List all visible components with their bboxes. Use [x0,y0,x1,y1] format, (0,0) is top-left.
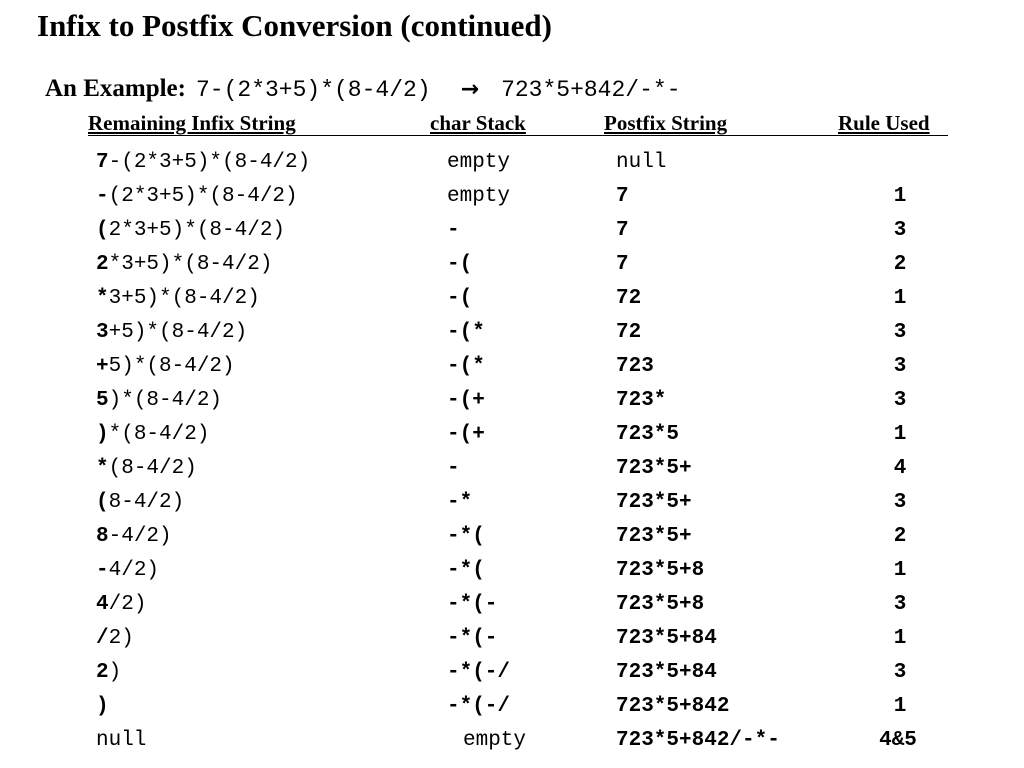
remaining-tokens: (2*3+5)*(8-4/2) [108,185,298,208]
postfix-string-cell: 7 [616,253,629,276]
table-row [0,520,1024,554]
remaining-infix-cell [96,350,235,384]
postfix-string-cell: 72 [616,287,642,310]
char-stack-cell: -*( [447,525,485,548]
remaining-tokens: 2) [108,627,134,650]
page-title [37,8,552,44]
postfix-string-cell: 723*5+ [616,457,692,480]
rule-used-cell: 1 [893,695,907,718]
current-token: 3 [96,321,109,344]
postfix-string-cell: 723*5+8 [616,593,705,616]
table-row [0,622,1024,656]
remaining-tokens: 8-4/2) [108,491,185,514]
remaining-infix-cell [96,384,222,418]
example-line [45,72,681,106]
rule-used-cell: 1 [893,627,907,650]
char-stack-cell: -(+ [447,423,485,446]
remaining-tokens: -(2*3+5)*(8-4/2) [108,151,311,174]
header-underline [88,135,948,136]
rule-used-cell: 3 [893,661,907,684]
current-token: ) [96,695,109,718]
current-token: ( [96,491,109,514]
postfix-string-cell: 72 [616,321,642,344]
remaining-tokens: )*(8-4/2) [108,389,223,412]
current-token: - [96,185,109,208]
example-postfix: 723*5+842/-*- [501,77,681,103]
table-row [0,146,1024,180]
char-stack-cell: empty [447,185,511,208]
postfix-string-cell: 723*5+ [616,525,692,548]
title-sub: (continued) [400,8,552,43]
remaining-infix-cell [96,486,184,520]
char-stack-cell: -*(- [447,593,498,616]
title-main: Infix to Postfix Conversion [37,8,393,43]
remaining-tokens: ) [108,661,122,684]
current-token: 2 [96,661,109,684]
current-token: 5 [96,389,109,412]
table-row [0,554,1024,588]
postfix-string-cell: null [616,151,667,174]
remaining-infix-cell [96,690,109,724]
remaining-infix-cell [96,588,146,622]
char-stack-cell: -(* [447,321,485,344]
char-stack-cell: -*(-/ [447,695,511,718]
postfix-string-cell: 723* [616,389,667,412]
postfix-string-cell: 723*5 [616,423,680,446]
postfix-string-cell: 7 [616,219,629,242]
current-token: 2 [96,253,109,276]
char-stack-cell: - [447,457,460,480]
table-row [0,486,1024,520]
rule-used-cell: 2 [893,525,907,548]
current-token: / [96,627,109,650]
rule-used-cell: 1 [893,423,907,446]
remaining-tokens: /2) [108,593,147,616]
remaining-tokens: +5)*(8-4/2) [108,321,248,344]
remaining-infix-cell [96,554,159,588]
remaining-tokens: *(8-4/2) [108,423,210,446]
table-row [0,418,1024,452]
remaining-infix-cell [96,452,197,486]
current-token: * [96,287,109,310]
rule-used-cell: 3 [893,321,907,344]
postfix-string-cell: 723*5+842 [616,695,730,718]
table-row [0,180,1024,214]
rule-used-cell: 3 [893,355,907,378]
table-row [0,452,1024,486]
remaining-infix-cell [96,656,121,690]
rule-used-cell: 2 [893,253,907,276]
char-stack-cell: -( [447,287,473,310]
table-row [0,384,1024,418]
rule-used-cell: 1 [893,287,907,310]
current-token: ( [96,219,109,242]
char-stack-cell: -(* [447,355,485,378]
remaining-tokens: 3+5)*(8-4/2) [108,287,260,310]
remaining-infix-cell [96,622,134,656]
header-char-stack: char Stack [430,111,526,135]
rule-used-cell: 3 [893,593,907,616]
remaining-tokens: 2*3+5)*(8-4/2) [108,219,286,242]
current-token: ) [96,423,109,446]
rule-used-cell: 3 [893,389,907,412]
postfix-string-cell: 7 [616,185,629,208]
table-row [0,724,1024,758]
rule-used-cell: 4&5 [879,729,917,752]
remaining-tokens: (8-4/2) [108,457,197,480]
rule-used-cell [860,146,940,180]
char-stack-cell: - [447,219,460,242]
current-token: * [96,457,109,480]
table-row [0,656,1024,690]
char-stack-cell: -*(- [447,627,498,650]
header-rule-used: Rule Used [838,111,930,135]
char-stack-cell: -*(-/ [447,661,511,684]
postfix-string-cell: 723*5+842/-*- [616,729,780,752]
current-token: 7 [96,151,109,174]
remaining-infix-cell [96,146,310,180]
remaining-infix-cell [96,180,298,214]
postfix-string-cell: 723 [616,355,654,378]
rule-used-cell: 4 [893,457,907,480]
postfix-string-cell: 723*5+ [616,491,692,514]
table-row [0,316,1024,350]
rule-used-cell: 1 [893,559,907,582]
char-stack-cell: -*( [447,559,485,582]
table-row [0,350,1024,384]
rule-used-cell: 3 [893,219,907,242]
table-row [0,248,1024,282]
remaining-tokens: -4/2) [108,525,172,548]
table-row [0,588,1024,622]
char-stack-cell: empty [463,729,527,752]
table-row [0,214,1024,248]
char-stack-cell: empty [447,151,511,174]
postfix-string-cell: 723*5+8 [616,559,705,582]
remaining-infix-cell [96,520,172,554]
right-arrow-icon: → [460,77,480,102]
table-row [0,690,1024,724]
remaining-tokens: *3+5)*(8-4/2) [108,253,273,276]
char-stack-cell: -* [447,491,473,514]
rule-used-cell: 1 [893,185,907,208]
remaining-tokens: 4/2) [108,559,160,582]
char-stack-cell: -( [447,253,473,276]
char-stack-cell: -(+ [447,389,485,412]
remaining-infix-cell [96,418,209,452]
current-token: 8 [96,525,109,548]
remaining-infix-cell [96,724,146,758]
current-token: 4 [96,593,109,616]
example-infix: 7-(2*3+5)*(8-4/2) [195,77,431,103]
remaining-infix-cell [96,282,260,316]
current-token: + [96,355,109,378]
remaining-infix-cell [96,248,272,282]
postfix-string-cell: 723*5+84 [616,661,717,684]
current-token: - [96,559,109,582]
remaining-infix-cell [96,316,247,350]
postfix-string-cell: 723*5+84 [616,627,717,650]
remaining-tokens: null [96,729,147,752]
table-row [0,282,1024,316]
remaining-tokens: 5)*(8-4/2) [108,355,235,378]
example-label: An Example: [45,75,186,102]
header-postfix-string: Postfix String [604,111,728,135]
rule-used-cell: 3 [893,491,907,514]
header-remaining-infix: Remaining Infix String [88,111,296,135]
remaining-infix-cell [96,214,285,248]
